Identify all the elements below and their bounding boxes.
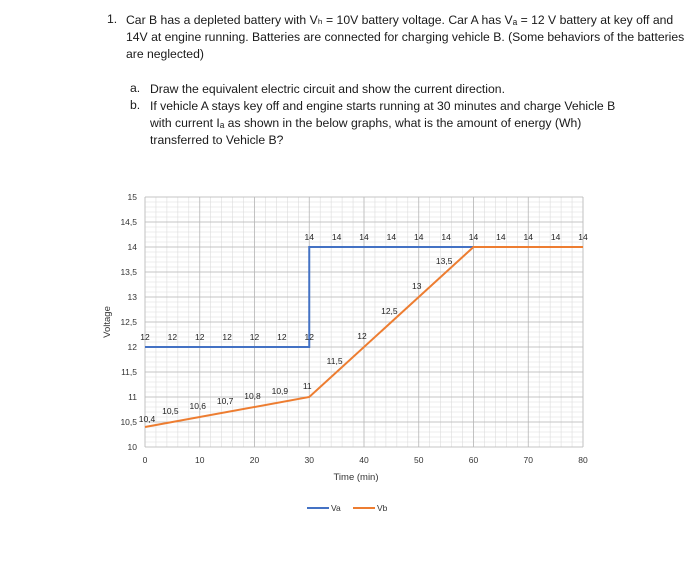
data-label-va: 14 xyxy=(331,232,342,242)
sub-question-a-letter: a. xyxy=(130,81,141,95)
data-label-va: 12 xyxy=(304,332,314,342)
question-number: 1. xyxy=(107,12,118,26)
y-tick-label: 14,5 xyxy=(120,217,137,227)
y-axis-label: Voltage xyxy=(102,306,113,338)
x-tick-label: 60 xyxy=(468,455,479,465)
x-tick-label: 40 xyxy=(359,455,369,465)
data-label-va: 12 xyxy=(222,332,232,342)
x-tick-label: 0 xyxy=(142,455,148,465)
y-tick-label: 10,5 xyxy=(120,417,137,427)
data-label-vb: 13 xyxy=(412,281,422,291)
y-tick-label: 13 xyxy=(127,292,137,302)
x-axis-label: Time (min) xyxy=(333,472,379,483)
x-tick-label: 30 xyxy=(304,455,314,465)
data-label-vb: 10,4 xyxy=(138,414,156,424)
x-tick-label: 80 xyxy=(578,455,588,465)
data-label-va: 14 xyxy=(359,232,369,242)
x-tick-label: 20 xyxy=(249,455,260,465)
y-tick-label: 15 xyxy=(127,192,137,202)
data-label-va: 14 xyxy=(304,232,314,242)
y-tick-label: 14 xyxy=(127,242,137,252)
data-label-va: 12 xyxy=(140,332,150,342)
sub-question-a: Draw the equivalent electric circuit and show the current direction. xyxy=(150,82,505,96)
y-tick-label: 13,5 xyxy=(120,267,137,277)
data-label-va: 14 xyxy=(414,232,424,242)
y-tick-label: 11,5 xyxy=(121,367,137,377)
data-label-va: 14 xyxy=(468,232,479,242)
data-label-vb: 10,9 xyxy=(271,386,289,396)
legend-label-vb: Vb xyxy=(377,503,388,513)
data-label-va: 12 xyxy=(195,332,205,342)
data-label-va: 14 xyxy=(578,232,588,242)
x-tick-label: 50 xyxy=(414,455,424,465)
data-label-vb: 10,6 xyxy=(189,401,207,411)
data-label-vb: 10,5 xyxy=(162,406,179,416)
data-label-va: 12 xyxy=(277,332,287,342)
sub-question-b-letter: b. xyxy=(130,98,141,112)
data-label-va: 14 xyxy=(523,232,533,242)
x-tick-label: 70 xyxy=(523,455,533,465)
y-tick-label: 12,5 xyxy=(120,317,137,327)
data-label-vb: 12 xyxy=(357,331,367,341)
data-label-vb: 13,5 xyxy=(435,256,453,266)
y-tick-label: 11 xyxy=(128,392,137,402)
data-label-va: 14 xyxy=(441,232,451,242)
x-tick-label: 10 xyxy=(195,455,205,465)
data-label-va: 12 xyxy=(249,332,260,342)
data-label-vb: 10,8 xyxy=(244,391,261,401)
question-text: Car B has a depleted battery with Vₕ = 10V battery voltage. Car A has Vₐ = 12 V battery at key off and 14V at engine running. Batteries are connected for charging vehicle B. (Some behaviors of the batteries are neglected) xyxy=(126,13,685,61)
data-label-va: 14 xyxy=(550,232,561,242)
y-tick-label: 12 xyxy=(127,342,137,352)
sub-question-b: If vehicle A stays key off and engine starts running at 30 minutes and charge Vehicle B with current Iₐ as shown in the below graphs, what is the amount of energy (Wh) transferred to Vehicle B? xyxy=(150,99,616,147)
data-label-vb: 10,7 xyxy=(216,396,234,406)
data-label-va: 12 xyxy=(167,332,178,342)
legend-label-va: Va xyxy=(331,503,341,513)
y-tick-label: 10 xyxy=(127,442,137,452)
data-label-va: 14 xyxy=(496,232,506,242)
data-label-vb: 11,5 xyxy=(326,356,343,366)
data-label-va: 14 xyxy=(386,232,397,242)
data-label-vb: 12,5 xyxy=(381,306,398,316)
data-label-vb: 11 xyxy=(302,381,312,391)
